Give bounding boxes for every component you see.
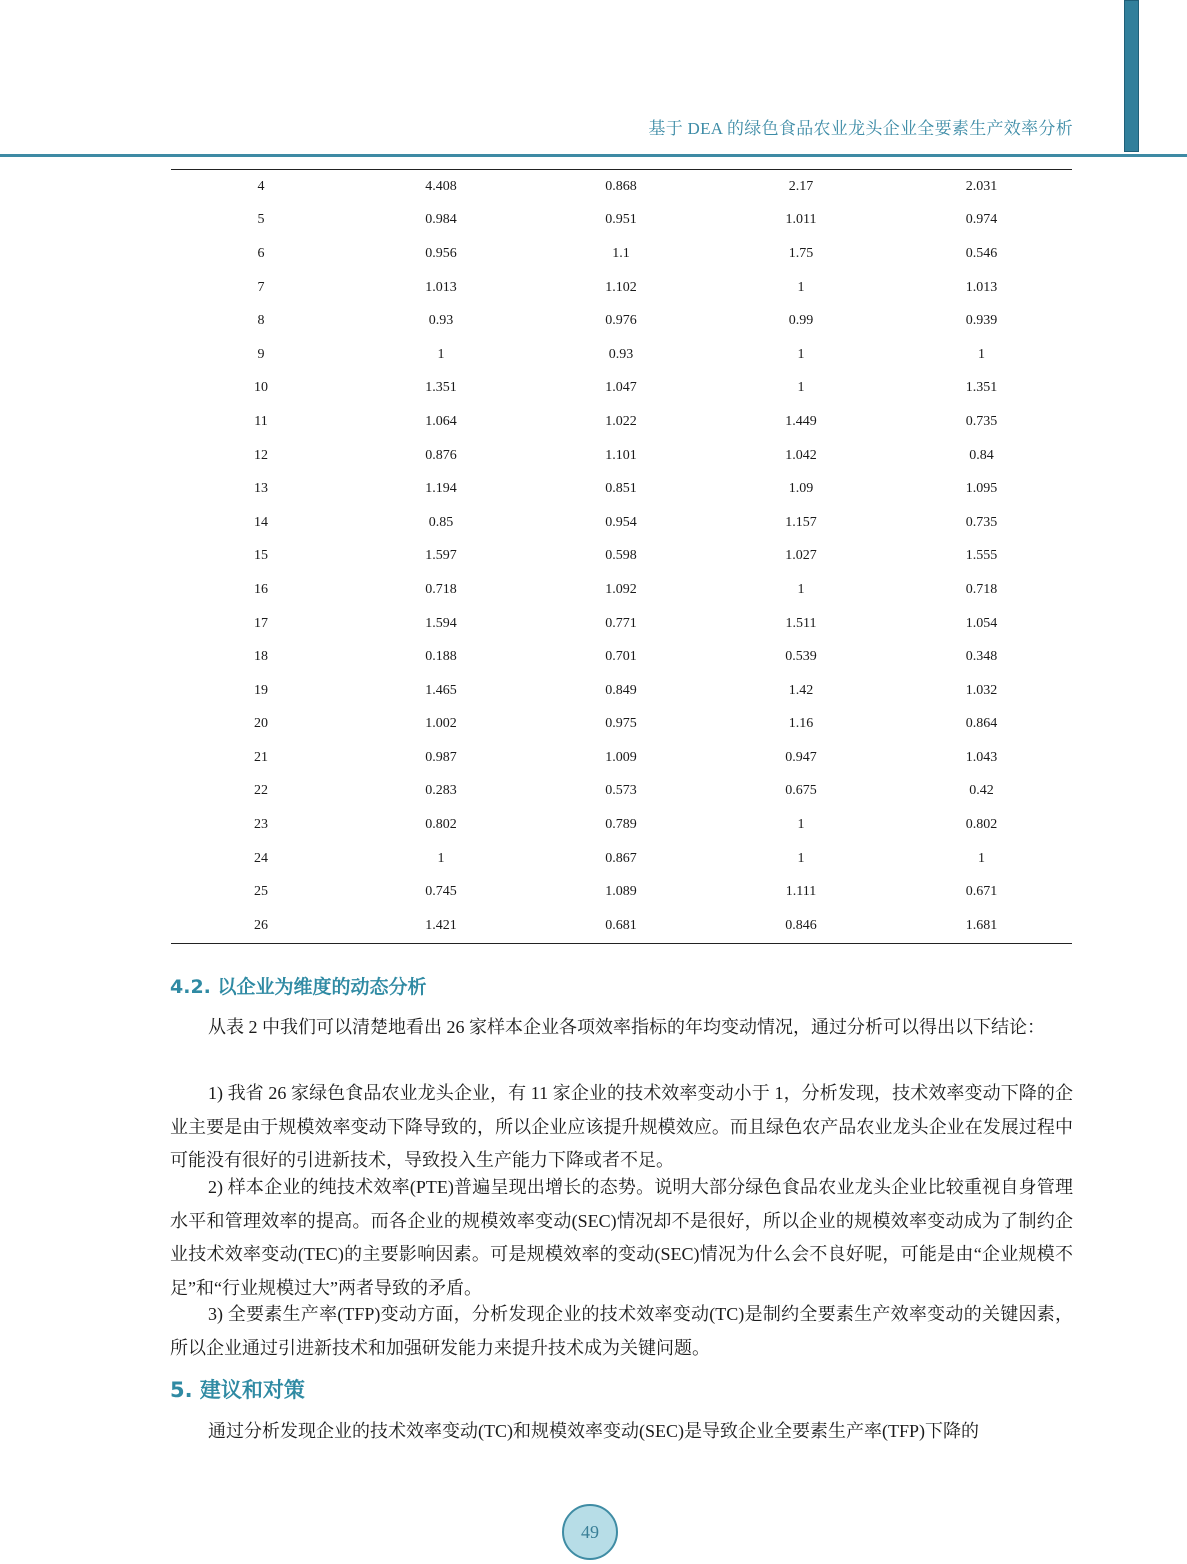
running-title: 基于 DEA 的绿色食品农业龙头企业全要素生产效率分析 — [648, 119, 1073, 138]
table-cell-value: 0.675 — [785, 783, 817, 799]
table-row — [171, 875, 1072, 909]
table-cell-value: 0.718 — [965, 581, 998, 597]
table-cell-id: 7 — [257, 279, 265, 295]
table-cell-value: 2.17 — [788, 178, 814, 194]
table-cell-value: 0.789 — [605, 817, 637, 833]
table-cell-value: 0.975 — [605, 716, 637, 732]
table-row — [171, 204, 1072, 238]
table-cell-id: 16 — [254, 581, 268, 597]
table-cell-id: 25 — [254, 884, 268, 900]
table-cell-value: 1 — [797, 380, 805, 396]
table-row — [171, 741, 1072, 775]
table-cell-value: 0.546 — [965, 245, 998, 261]
table-cell-value: 0.976 — [605, 313, 637, 329]
table-cell-id: 24 — [254, 850, 268, 866]
table-row — [171, 775, 1072, 809]
table-cell-value: 1 — [978, 850, 985, 866]
table-cell-value: 0.701 — [605, 649, 637, 665]
table-row — [171, 540, 1072, 574]
table-row — [171, 304, 1072, 338]
table-cell-value: 0.99 — [788, 313, 814, 329]
table-cell-value: 0.598 — [605, 548, 637, 564]
table-cell-value: 1.449 — [785, 413, 817, 429]
table-cell-value: 0.984 — [425, 212, 457, 228]
table-cell-id: 13 — [254, 481, 268, 497]
table-cell-id: 18 — [254, 649, 268, 665]
table-cell-value: 0.573 — [605, 783, 637, 799]
table-cell-value: 1.09 — [788, 481, 814, 497]
table-row — [171, 674, 1072, 708]
table-cell-value: 0.846 — [785, 917, 817, 933]
table-cell-value: 1.102 — [605, 279, 637, 295]
table-cell-value: 0.42 — [969, 783, 994, 799]
table-cell-value: 0.93 — [428, 313, 454, 329]
table-row — [171, 842, 1072, 876]
paragraph-point-3: 3) 全要素生产率(TFP)变动方面，分析发现企业的技术效率变动(TC)是制约全要素生产效率变动的关键因素，所以企业通过引进新技术和加强研发能力来提升技术成为关键问题。 — [170, 1304, 1073, 1358]
table-cell-id: 5 — [257, 212, 265, 228]
paragraph-recommendations: 通过分析发现企业的技术效率变动(TC)和规模效率变动(SEC)是导致企业全要素生产率(TFP)下降的 — [208, 1421, 979, 1441]
table-cell-value: 0.735 — [965, 514, 998, 530]
table-cell-value: 1.351 — [425, 380, 457, 396]
table-cell-value: 1.1 — [612, 245, 630, 261]
table-cell-value: 1 — [437, 346, 445, 362]
table-cell-id: 21 — [254, 749, 268, 765]
table-cell-value: 1.027 — [785, 548, 817, 564]
table-cell-value: 1 — [797, 581, 805, 597]
table-cell-id: 6 — [257, 245, 265, 261]
table-cell-value: 1 — [978, 346, 985, 362]
table-row — [171, 808, 1072, 842]
table-cell-value: 0.718 — [425, 581, 457, 597]
table-cell-value: 1.043 — [965, 749, 998, 765]
table-cell-value: 1.032 — [965, 682, 998, 698]
table-cell-value: 1.022 — [605, 413, 637, 429]
table-cell-value: 1 — [797, 817, 805, 833]
table-cell-value: 1.009 — [605, 749, 637, 765]
table-cell-value: 1.42 — [788, 682, 814, 698]
table-cell-value: 0.864 — [965, 716, 998, 732]
table-cell-value: 0.956 — [425, 245, 457, 261]
table-row — [171, 237, 1072, 271]
table-cell-value: 0.771 — [605, 615, 637, 631]
table-cell-id: 26 — [254, 917, 268, 933]
table-cell-id: 23 — [254, 817, 268, 833]
table-cell-value: 1.054 — [965, 615, 998, 631]
table-cell-value: 0.951 — [605, 212, 637, 228]
table-cell-value: 0.93 — [608, 346, 634, 362]
table-cell-value: 4.408 — [425, 178, 457, 194]
table-cell-value: 1.16 — [788, 716, 814, 732]
table-cell-value: 0.849 — [605, 682, 637, 698]
table-cell-value: 0.745 — [425, 884, 457, 900]
table-cell-value: 1.111 — [785, 884, 817, 900]
table-cell-value: 0.867 — [605, 850, 637, 866]
table-cell-value: 0.947 — [785, 749, 817, 765]
table-cell-value: 1.597 — [425, 548, 457, 564]
table-row — [171, 372, 1072, 406]
table-cell-value: 1.092 — [605, 581, 637, 597]
table-cell-value: 1 — [797, 850, 805, 866]
section-heading-4-2: 4.2. 以企业为维度的动态分析 — [170, 976, 427, 998]
table-cell-id: 9 — [257, 346, 265, 362]
table-row — [171, 708, 1072, 742]
table-cell-value: 1 — [797, 346, 805, 362]
table-cell-value: 1.465 — [425, 682, 457, 698]
table-row — [171, 909, 1072, 943]
paragraph-intro: 从表 2 中我们可以清楚地看出 26 家样本企业各项效率指标的年均变动情况，通过分析可以得出以下结论： — [208, 1017, 1045, 1037]
table-cell-value: 1.555 — [965, 548, 998, 564]
table-cell-value: 0.283 — [425, 783, 457, 799]
table-row — [171, 338, 1072, 372]
table-body — [171, 170, 1072, 944]
table-cell-id: 4 — [257, 178, 265, 194]
table-cell-id: 17 — [254, 615, 268, 631]
table-cell-id: 20 — [254, 716, 268, 732]
table-row — [171, 439, 1072, 473]
table-cell-value: 0.868 — [605, 178, 637, 194]
table-cell-value: 1.75 — [788, 245, 814, 261]
page-number: 49 — [581, 1521, 599, 1542]
table-cell-value: 0.681 — [605, 917, 637, 933]
table-cell-id: 8 — [257, 313, 265, 329]
table-cell-value: 1.681 — [965, 917, 998, 933]
table-row — [171, 405, 1072, 439]
table-cell-value: 1.089 — [605, 884, 637, 900]
table-cell-value: 1.421 — [425, 917, 457, 933]
table-row — [171, 640, 1072, 674]
table-cell-value: 1.511 — [785, 615, 817, 631]
table-cell-value: 0.671 — [965, 884, 998, 900]
table-cell-value: 1 — [797, 279, 805, 295]
table-cell-id: 12 — [254, 447, 268, 463]
table-row — [171, 573, 1072, 607]
table-cell-value: 0.85 — [428, 514, 454, 530]
page-number-badge — [562, 1504, 618, 1560]
header-accent-bar — [1124, 0, 1139, 152]
table-cell-id: 10 — [254, 380, 268, 396]
table-cell-value: 1.064 — [425, 413, 457, 429]
table-cell-value: 0.348 — [965, 649, 998, 665]
table-cell-value: 1 — [437, 850, 445, 866]
table-cell-value: 1.194 — [425, 481, 457, 497]
table-cell-value: 1.594 — [425, 615, 457, 631]
table-cell-value: 1.011 — [785, 212, 817, 228]
table-cell-value: 0.987 — [425, 749, 457, 765]
table-cell-value: 0.539 — [785, 649, 817, 665]
table-row — [171, 170, 1072, 204]
table-cell-value: 0.802 — [965, 817, 998, 833]
table-cell-value: 0.802 — [425, 817, 457, 833]
table-cell-value: 0.974 — [965, 212, 998, 228]
table-row — [171, 472, 1072, 506]
table-cell-value: 0.851 — [605, 481, 637, 497]
paragraph-point-1: 1) 我省 26 家绿色食品农业龙头企业，有 11 家企业的技术效率变动小于 1，分析发现，技术效率变动下降的企业主要是由于规模效率变动下降导致的，所以企业应该提升规模效应。而且绿色农产品农业龙头企业在发展过程中可能没有很好的引进新技术，导致投入生产能力下降或者不足。 — [170, 1083, 1073, 1170]
table-cell-id: 22 — [254, 783, 268, 799]
table-cell-value: 2.031 — [965, 178, 998, 194]
table-cell-id: 11 — [254, 413, 268, 429]
table-cell-id: 19 — [254, 682, 268, 698]
table-cell-value: 1.002 — [425, 716, 457, 732]
table-cell-value: 1.013 — [965, 279, 998, 295]
table-cell-value: 1.047 — [605, 380, 637, 396]
table-cell-value: 1.351 — [965, 380, 998, 396]
table-cell-value: 1.042 — [785, 447, 817, 463]
table-cell-value: 0.876 — [425, 447, 457, 463]
table-cell-value: 0.954 — [605, 514, 637, 530]
table-cell-value: 0.735 — [965, 413, 998, 429]
efficiency-table — [171, 169, 1072, 944]
table-row — [171, 607, 1072, 641]
table-cell-value: 1.095 — [965, 481, 998, 497]
table-cell-id: 15 — [254, 548, 268, 564]
table-cell-value: 1.013 — [425, 279, 457, 295]
table-cell-id: 14 — [254, 514, 268, 530]
section-heading-5: 5. 建议和对策 — [170, 1378, 305, 1402]
table-cell-value: 1.157 — [785, 514, 817, 530]
table-cell-value: 0.939 — [965, 313, 998, 329]
table-cell-value: 0.188 — [425, 649, 457, 665]
table-cell-value: 1.101 — [605, 447, 637, 463]
table-row — [171, 271, 1072, 305]
table-cell-value: 0.84 — [969, 447, 994, 463]
paragraph-point-2: 2) 样本企业的纯技术效率(PTE)普遍呈现出增长的态势。说明大部分绿色食品农业龙头企业比较重视自身管理水平和管理效率的提高。而各企业的规模效率变动(SEC)情况却不是很好，所以企业的规模效率变动成为了制约企业技术效率变动(TEC)的主要影响因素。可是规模效率的变动(SEC)情况为什么会不良好呢，可能是由“企业规模不足”和“行业规模过大”两者导致的矛盾。 — [170, 1177, 1073, 1298]
table-row — [171, 506, 1072, 540]
header-rule — [0, 154, 1187, 157]
